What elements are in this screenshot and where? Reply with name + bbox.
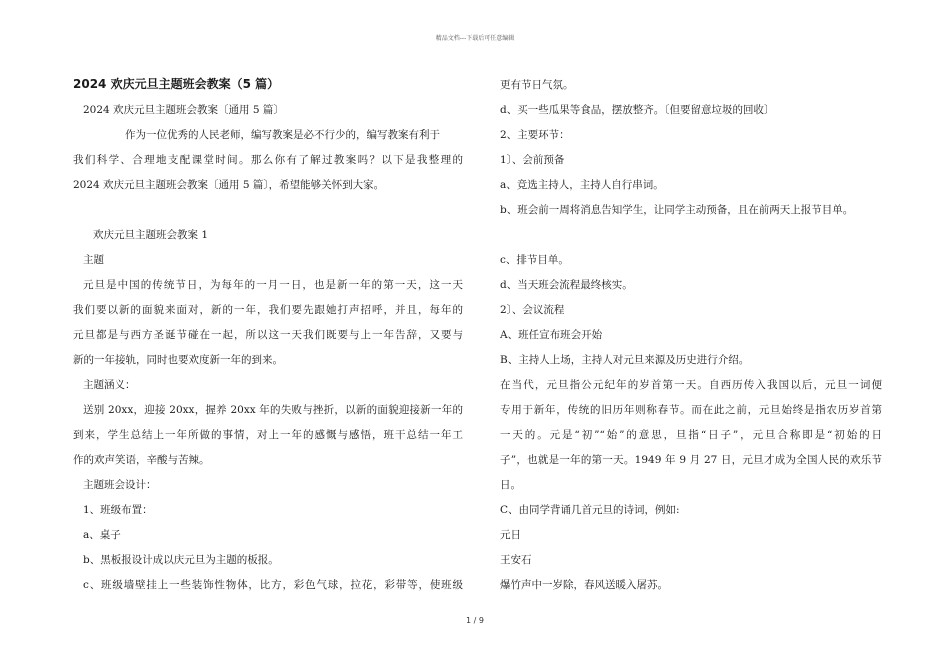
right-line-2: 2、主要环节： <box>500 129 570 141</box>
right-line-b: b、班会前一周将消息告知学生，让同学主动预备，且在前两天上报节目单。 <box>500 204 854 216</box>
intro-line-1: 作为一位优秀的人民老师，编写教案是必不行少的，编写教案有利于 <box>125 129 440 141</box>
item-a: a、桌子 <box>83 529 121 541</box>
meaning-label: 主题涵义： <box>83 379 136 391</box>
right-line-C: C、由同学背诵几首元旦的诗词，例如: <box>500 504 680 516</box>
document-subtitle: 2024 欢庆元旦主题班会教案〔通用 5 篇〕 <box>83 104 284 116</box>
poem-line: 爆竹声中一岁除，春风送暖入屠苏。 <box>500 579 668 591</box>
para-line-4: 子”，也就是一年的第一天。1949 年 9 月 27 日，元旦才成为全国人民的欢乐节 <box>500 454 882 466</box>
section-title: 欢庆元旦主题班会教案 1 <box>93 229 209 241</box>
item-b: b、黑板报设计成以庆元旦为主题的板报。 <box>83 554 279 566</box>
poem-author: 王安石 <box>500 554 532 566</box>
layout-label: 1、班级布置： <box>83 504 153 516</box>
design-label: 主题班会设计： <box>83 479 157 491</box>
theme-line-4: 新的一年接轨，同时也要欢度新一年的到来。 <box>73 354 283 366</box>
poem-title: 元日 <box>500 529 521 541</box>
theme-label: 主题 <box>83 254 104 266</box>
right-line-B: B、主持人上场，主持人对元旦来源及历史进行介绍。 <box>500 354 750 366</box>
page-header: 精品文档---下载后可任意编辑 <box>435 35 515 42</box>
page-number: 1 / 9 <box>466 616 484 625</box>
para-line-1: 在当代，元旦指公元纪年的岁首第一天。自西历传入我国以后，元旦一词便 <box>500 379 882 391</box>
right-line-A: A、班任宣布班会开始 <box>500 329 603 341</box>
item-c: c、班级墙壁挂上一些装饰性物体，比方，彩色气球，拉花，彩带等，使班级 <box>83 579 463 591</box>
para-line-5: 日。 <box>500 479 521 491</box>
right-line-a: a、竞选主持人，主持人自行串词。 <box>500 179 664 191</box>
meaning-line-1: 送别 20xx，迎接 20xx，握养 20xx 年的失败与挫折，以新的面貌迎接新一年的 <box>83 404 463 416</box>
para-line-3: 一天的。元是“初”“始”的意思，旦指“日子”，元旦合称即是“初始的日 <box>500 429 882 441</box>
intro-line-2: 我们科学、合理地支配课堂时间。那么你有了解过教案吗？以下是我整理的 <box>73 154 463 166</box>
right-line-d2: d、当天班会流程最终核实。 <box>500 279 633 291</box>
right-line-c: c、排节目单。 <box>500 254 569 266</box>
theme-line-2: 我们要以新的面貌来面对，新的一年，我们要先跟她打声招呼，并且，每年的 <box>73 304 463 316</box>
right-line-4: 2〕、会议流程 <box>500 304 565 316</box>
intro-line-3: 2024 欢庆元旦主题班会教案〔通用 5 篇〕，希望能够关怀到大家。 <box>73 179 385 191</box>
theme-line-1: 元旦是中国的传统节日，为每年的一月一日，也是新一年的第一天，这一天 <box>83 279 463 291</box>
para-line-2: 专用于新年，传统的旧历年则称春节。而在此之前，元旦始终是指农历岁首第 <box>500 404 882 416</box>
meaning-line-2: 到来，学生总结上一年所做的事情，对上一年的感慨与感悟，班干总结一年工 <box>73 429 463 441</box>
right-line-1: 更有节日气氛。 <box>500 79 574 91</box>
theme-line-3: 元旦都是与西方圣诞节碰在一起，所以这一天我们既要与上一年告辞，又要与 <box>73 329 463 341</box>
meaning-line-3: 作的欢声笑语，辛酸与苦辣。 <box>73 454 210 466</box>
document-title: 2024 欢庆元旦主题班会教案（5 篇） <box>73 77 280 91</box>
right-line-d1: d、买一些瓜果等食品，摆放整齐。〔但要留意垃圾的回收〕 <box>500 104 775 116</box>
right-line-3: 1〕、会前预备 <box>500 154 565 166</box>
